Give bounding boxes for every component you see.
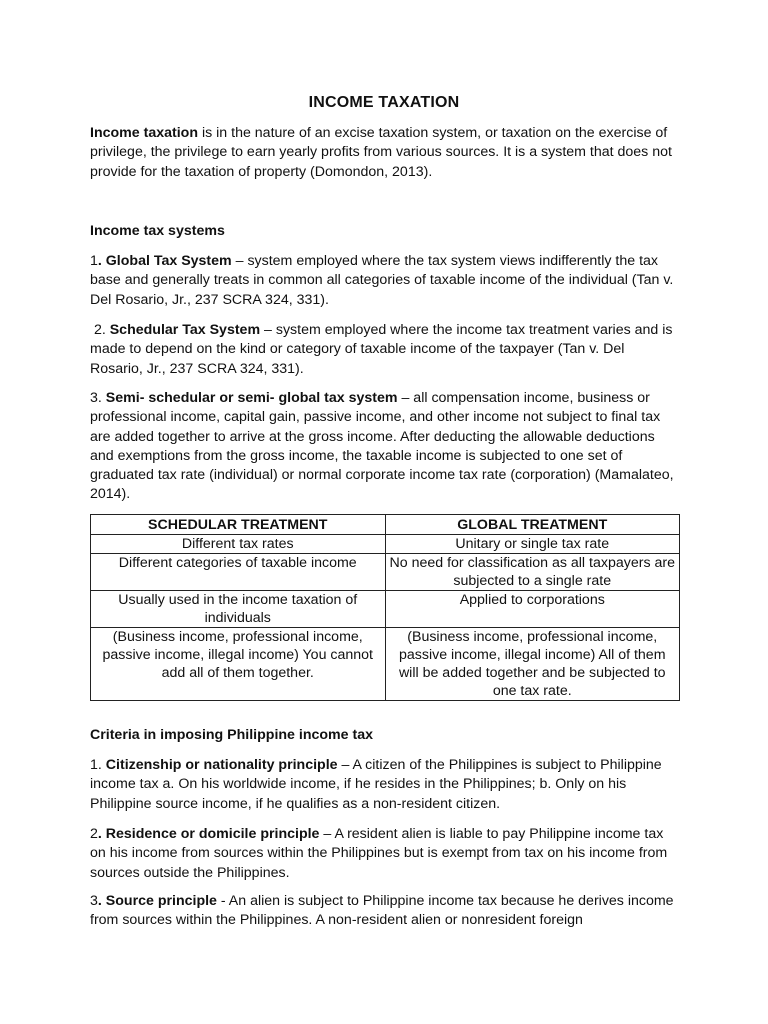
criteria-text: – A resident alien is liable to pay Philippine income tax on his income from sources within the Philippines but is exempt from tax on his income from sources outside the Philippines. (90, 826, 668, 881)
system-item (90, 252, 680, 310)
column-header: SCHEDULAR TREATMENT (91, 515, 386, 535)
criteria-item (90, 825, 680, 883)
system-num: 1 (90, 253, 98, 269)
system-text: – system employed where the tax system views indifferently the tax base and generally treats in common all categories of taxable income of the individual (Tan v. Del Rosario, Jr., 237 SCRA 324, 331). (90, 253, 674, 308)
system-term: . Global Tax System (97, 253, 232, 269)
criteria-item (90, 756, 680, 814)
system-text: – all compensation income, business or professional income, capital gain, passive income, and other income not subject to final tax are added together to arrive at the gross income. After deducting the allowable deductions and exemptions from the gross income, the taxable income is subjected to one set of graduated tax rate (individual) or normal corporate income tax rate (corporation) (Mamalateo, 2014). (90, 390, 674, 503)
criteria-text: - An alien is subject to Philippine income tax because he derives income from sources within the Philippines. A non-resident alien or nonresident foreign (90, 893, 674, 929)
table-row (91, 628, 680, 701)
table-header-row (91, 515, 680, 535)
page-title: INCOME TAXATION (308, 94, 460, 111)
system-term: Schedular Tax System (109, 322, 261, 338)
table-cell: (Business income, professional income, passive income, illegal income) All of them will be added together and be subjected to one tax rate. (385, 628, 680, 701)
criteria-num: 3 (90, 893, 98, 909)
table-cell: (Business income, professional income, passive income, illegal income) You cannot add all of them together. (91, 628, 386, 701)
intro-paragraph (90, 124, 680, 182)
table-row (91, 535, 680, 554)
table-cell: Different tax rates (91, 535, 386, 554)
criteria-num: 2 (90, 826, 98, 842)
systems-heading: Income tax systems (90, 223, 225, 239)
table-cell: Applied to corporations (385, 591, 680, 628)
criteria-term: . Source principle (97, 893, 217, 909)
table-cell: Unitary or single tax rate (385, 535, 680, 554)
column-header: GLOBAL TREATMENT (385, 515, 680, 535)
system-item (90, 389, 680, 505)
system-num: 3. (90, 390, 106, 406)
intro-text: is in the nature of an excise taxation system, or taxation on the exercise of privilege, the privilege to earn yearly profits from various sources. It is a system that does not provide for the taxation of property (Domondon, 2013). (90, 125, 672, 180)
criteria-num: 1. (90, 757, 106, 773)
table-cell: Different categories of taxable income (91, 554, 386, 591)
intro-term: Income taxation (90, 125, 199, 141)
criteria-text: – A citizen of the Philippines is subject to Philippine income tax a. On his worldwide income, if he resides in the Philippines; b. Only on his Philippine source income, if he qualifies as a non-resident citizen. (90, 757, 662, 812)
system-item (90, 321, 680, 379)
table-cell: Usually used in the income taxation of individuals (91, 591, 386, 628)
system-text: – system employed where the income tax treatment varies and is made to depend on the kind or category of taxable income of the taxpayer (Tan v. Del Rosario, Jr., 237 SCRA 324, 331). (90, 322, 673, 377)
system-term: Semi- schedular or semi- global tax system (105, 390, 398, 406)
table-row (91, 591, 680, 628)
table-cell: No need for classification as all taxpayers are subjected to a single rate (385, 554, 680, 591)
treatment-comparison-table (90, 514, 680, 701)
table-row (91, 554, 680, 591)
system-num: 2. (90, 322, 110, 338)
criteria-item (90, 892, 680, 931)
criteria-heading: Criteria in imposing Philippine income tax (90, 727, 374, 743)
criteria-term: . Residence or domicile principle (97, 826, 320, 842)
criteria-term: Citizenship or nationality principle (105, 757, 338, 773)
